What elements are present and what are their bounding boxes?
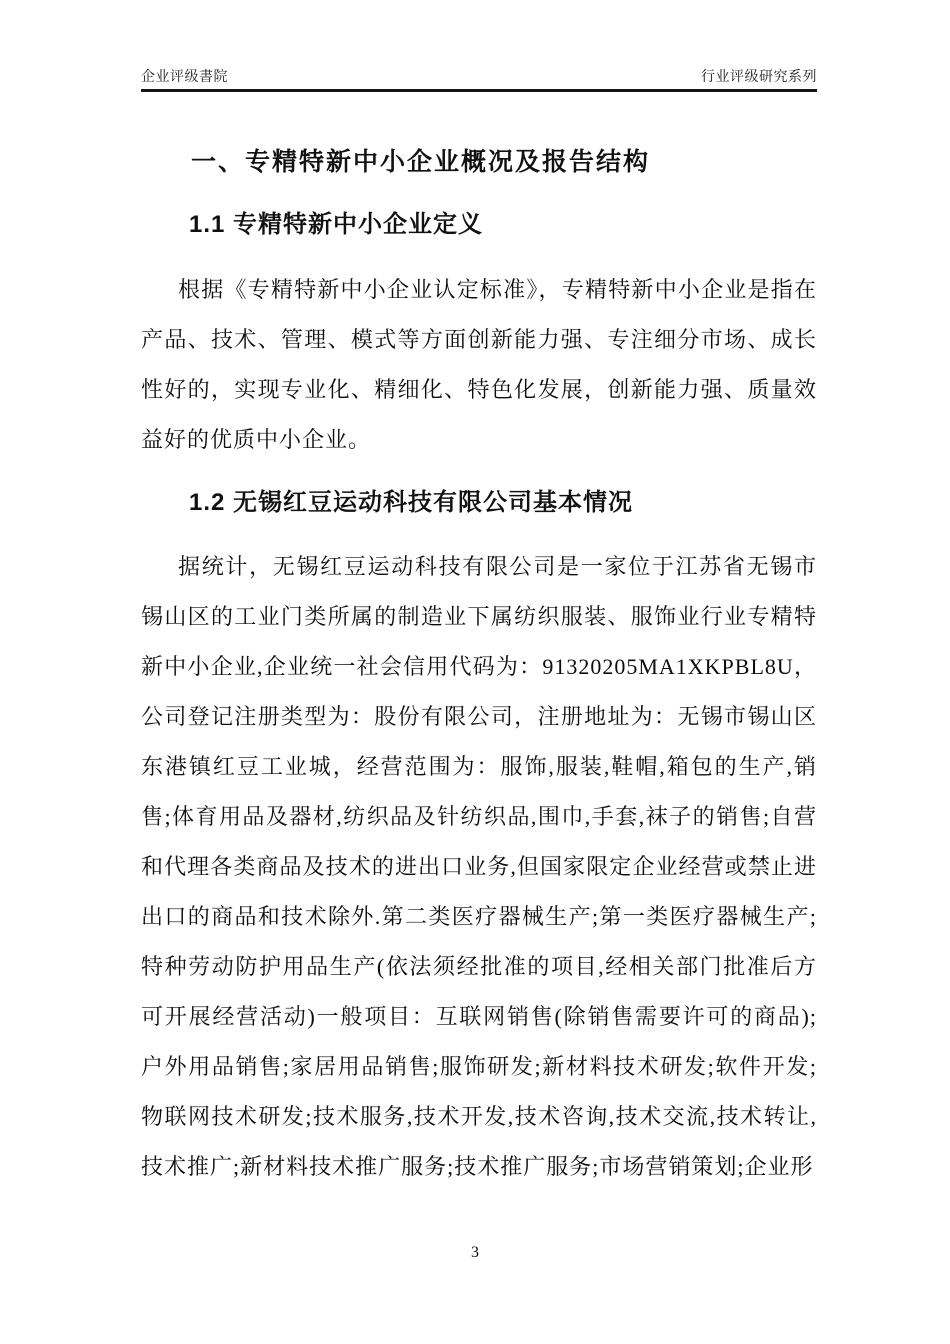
paragraph-company-basic-info: 据统计，无锡红豆运动科技有限公司是一家位于江苏省无锡市锡山区的工业门类所属的制造业下属纺织服装、服饰业行业专精特新中小企业,企业统一社会信用代码为：91320205MA1XKPBL8U，公司登记注册类型为：股份有限公司，注册地址为：无锡市锡山区东港镇红豆工业城，经营范围为：服饰,服装,鞋帽,箱包的生产,销售;体育用品及器材,纺织品及针纺织品,围巾,手套,袜子的销售;自营和代理各类商品及技术的进出口业务,但国家限定企业经营或禁止进出口的商品和技术除外.第二类医疗器械生产;第一类医疗器械生产;特种劳动防护用品生产(依法须经批准的项目,经相关部门批准后方可开展经营活动)一般项目：互联网销售(除销售需要许可的商品);户外用品销售;家居用品销售;服饰研发;新材料技术研发;软件开发;物联网技术研发;技术服务,技术开发,技术咨询,技术交流,技术转让,技术推广;新材料技术推广服务;技术推广服务;市场营销策划;企业形: [141, 554, 817, 1179]
subsection-heading-1-2: 1.2 无锡红豆运动科技有限公司基本情况: [189, 489, 634, 516]
document-body: [141, 0, 817, 1192]
header-left-text: 企业评级書院: [141, 68, 228, 84]
subsection-heading-1-1: 1.1 专精特新中小企业定义: [189, 211, 484, 238]
page-footer: [0, 1244, 950, 1262]
section-heading: 一、专精特新中小企业概况及报告结构: [191, 148, 651, 176]
header-right-text: 行业评级研究系列: [701, 68, 817, 84]
paragraph-definition: 根据《专精特新中小企业认定标准》，专精特新中小企业是指在产品、技术、管理、模式等方面创新能力强、专注细分市场、成长性好的，实现专业化、精细化、特色化发展，创新能力强、质量效益好的优质中小企业。: [141, 277, 817, 452]
page-number: 3: [471, 1244, 479, 1261]
